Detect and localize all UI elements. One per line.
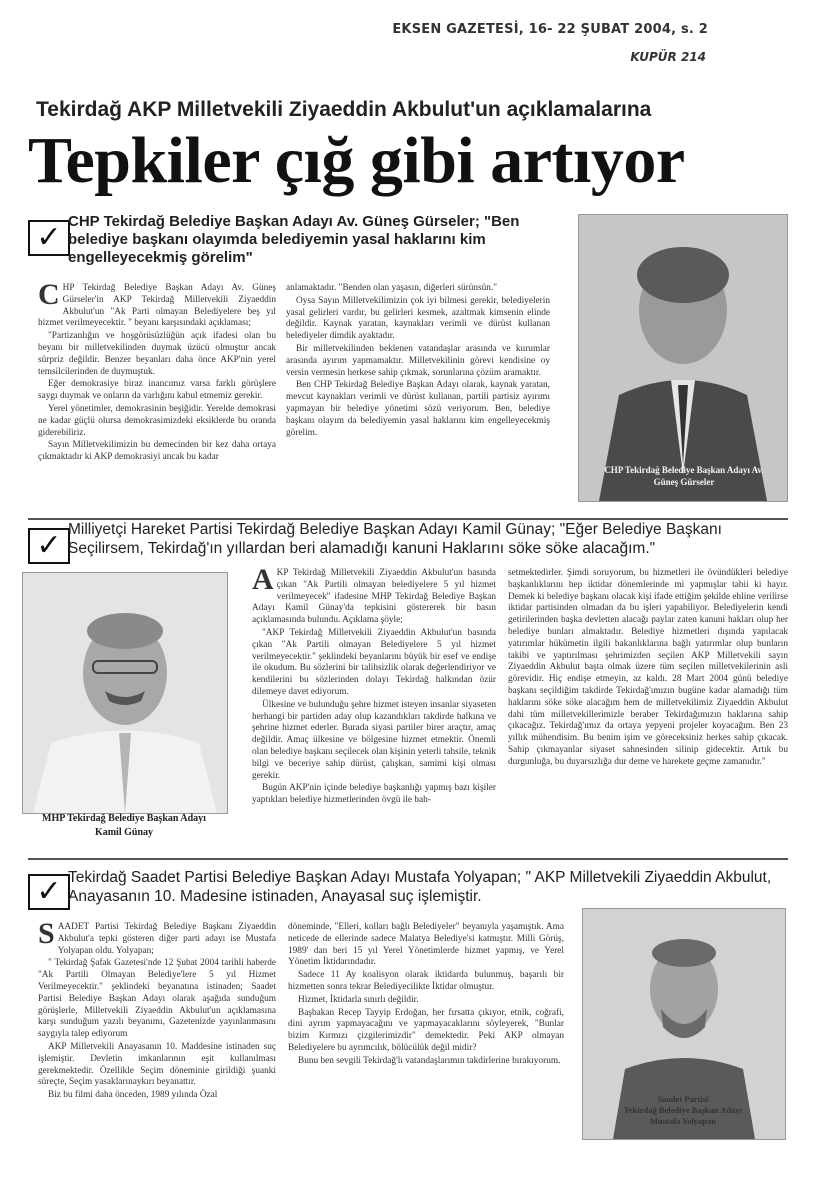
paragraph: "AKP Tekirdağ Milletvekili Ziyaeddin Akbulut'un basında çıkan "Ak Partili olmayan Belediyelere 5 yıl hizmet verilmeyecektir." şeklindeki beyanlarını büyük bir esef ve endişe ile okudum. Bu sözlerini bir talihsizlik olarak değerlendiriyor ve kendilerini bu sözlerinden dolayı Tekirdağ halkından özür dilemeye davet ediyorum. <box>252 627 496 697</box>
section1-dropcap: C <box>38 283 60 311</box>
section2-column-2 <box>508 568 788 852</box>
paragraph: Bir milletvekilinden beklenen vatandaşlar arasında ve kurumlar arasında ayırım yapmamaktır. Milletvekilinin görevi kendisine oy versin vermesin herkese sahip çıkmak, sorunlarına çözüm aramaktır. <box>286 343 550 378</box>
paragraph: Başbakan Recep Tayyip Erdoğan, her fırsatta çıkıyor, etnik, coğrafi, dini ayrım yapmayacağını ve yapmayacaklarını söyleyerek, "Bunlar bizim Kırmızı çizgilerimizdir" demektedir. Peki AKP olmayan Belediyelere bu ayrımcılık, bölücülük değil midir? <box>288 1007 564 1053</box>
paragraph: Sadece 11 Ay koalisyon olarak iktidarda bulunmuş, başarılı bir hizmetten sonra tekrar Belediyecilikte İktidar olmuştur. <box>288 970 564 992</box>
section2-subhead: Milliyetçi Hareket Partisi Tekirdağ Belediye Başkan Adayı Kamil Günay; "Eğer Belediye Başkanı Seçilirsem, Tekirdağ'ın yıllardan beri alamadığı kanuni Haklarını söke söke alacağım." <box>68 521 722 557</box>
section-divider <box>28 858 788 860</box>
paragraph: Hizmet, İktidarla sınırlı değildir. <box>298 994 419 1005</box>
page-headline: Tepkiler çığ gibi artıyor <box>28 124 685 197</box>
paragraph: anlamaktadır. "Benden olan yaşasın, diğerleri sürünsün." <box>286 283 498 293</box>
caption-line: Kamil Günay <box>94 826 154 838</box>
paragraph: HP Tekirdağ Belediye Başkan Adayı Av. Güneş Gürseler'in AKP Tekirdağ Milletvekili Ziyaeddin Akbulut'un "Ak Parti olmayan Belediyelere beş yıl hizmet verilmeyecektir. " beyanı karşısındaki açıklaması; <box>38 283 276 329</box>
paragraph: KP Tekirdağ Milletvekili Ziyaeddin Akbulut'un basında çıkan "Ak Partili olmayan belediyelere 5 yıl hizmet verilmeyecek" ifadesine MHP Tekirdağ Belediye Başkan Adayı Kamil Günay'da tepkisini göstererek bir basın açıklamasında bulundu. Açıklama şöyle; <box>252 568 496 626</box>
portrait-illustration <box>579 215 787 501</box>
paragraph: "Partizanlığın ve hoşgörüsüzlüğün açık ifadesi olan bu beyanı bir milletvekilinden duymak üzücü olmuştur ancak sürpriz değildir. Benzer beyanları daha önce AKP'nin yerel temsilcilerinden de duymuştuk. <box>38 331 276 377</box>
paragraph: Oysa Sayın Milletvekilimizin çok iyi bilmesi gerekir, belediyelerin yasal gelirleri vardır, bu gelirleri kesmek, azaltmak kimsenin elinde değildir. Kaynak yaratan, kaynakları verimli ve dürüst kullanan belediyeler dimdik ayaktadır. <box>286 295 550 342</box>
section2-column-1 <box>252 568 496 852</box>
paragraph: Yerel yönetimler, demokrasinin beşiğidir. Yerelde demokrasi ne kadar güçlü olursa demokrasimizdeki eksiklerde bu oranda giderebiliriz. <box>38 403 276 438</box>
section-divider <box>28 518 788 520</box>
check-mark-icon: ✓ <box>28 528 70 564</box>
section3-column-1 <box>38 922 276 1148</box>
paragraph: döneminde, "Elleri, kolları bağlı Belediyeler" beyanıyla yaşamıştık. Ama neticede de ellerinde sadece Malatya Belediye'si katmıştır. Milli Görüş, 1989' dan beri 15 yıl Yerel Yönetimlerde hizmet yapmış, ve Yerel Yönetim İktidarındadır. <box>288 922 564 968</box>
paragraph: Ülkesine ve bulunduğu şehre hizmet isteyen insanlar siyaseten herhangi bir partiden aday olup kazandıkları takdirde halkına ve şehrine hizmet ederler. Burada siyasi partiler birer araçtır, amaç değildir. Amaç ülkesine ve bölgesine hizmet etmektir. Önemli olan belediye başkanı seçilecek olan kişinin yeterli tahsile, teknik bilgi ve beceriye sahip dürüst, çalışkan, samimi kişi olması gerekir. <box>252 699 496 781</box>
section1-subhead: CHP Tekirdağ Belediye Başkan Adayı Av. Güneş Gürseler; "Ben belediye başkanı olayımda belediyemin yasal haklarını kim engelleyecekmiş görelim" <box>68 213 520 266</box>
headline-kicker: Tekirdağ AKP Milletvekili Ziyaeddin Akbulut'un açıklamalarına <box>36 98 652 121</box>
paragraph: AADET Partisi Tekirdağ Belediye Başkanı Ziyaeddin Akbulut'a tepki gösteren diğer parti adayı ise Mustafa Yolyapan oldu. Yolyapan; <box>57 922 276 956</box>
section1-photo-caption: CHP Tekirdağ Belediye Başkan Adayı Av. Güneş Gürseler <box>604 465 764 488</box>
section3-photo-caption <box>586 1094 780 1127</box>
section3-column-2 <box>288 922 564 1148</box>
paragraph: setmektedirler. Şimdi soruyorum, bu hizmetleri ile övündükleri belediye başkanlıklarını hep iktidar dönemlerinde mi yapmışlar tabii ki hayır. Demek ki belediye başkanı olacak kişi ifade ettiğim şekilde ehline verilirse iktidar partisinden olmadan da bu işleri yapabiliyor. Belediyelerin kendi getirilerinden başka devletten alacağı paylar zaten kanuni hakları olup her belediye bunları almaktadır. Belediye hizmetleri dışında yapılacak yatırımlar hükümetin ilgili bakanlıklarına bağlı yatırımlar olup bunların takibi ve yaptırılması şehrimizden seçilen AKP Milletvekili sayın Ziyaeddin Akbulut başta olmak üzere tüm seçilen milletvekilerinin asli görevidir. Hiç endişe etmeyin, az kaldı. 28 Mart 2004 günü belediye başkanı seçildiğim takdirde Tekirdağ'ımızın bugüne kadar alamadığı tüm haklarını söke söke alacağım hem de milletvekilimiz Ziyaeddin Akbulut dahi tüm milletvekillerimizle beraber Tekirdağımızın haklarına sahip çıkacağız. Tekirdağ'ımız da ortaya yepyeni projeler koyacağım. Ben 23 yıllık mühendisim. Bu benim işim ve göreceksiniz herkes sahip çıkacak. Sahip çıkmayanlar siyaset sahnesinden silinip gidecektir. Artık bu durgunluğa, bu duyarsızlığa dur deme ve harekete geçme zamanıdır." <box>508 568 788 767</box>
caption-line: Mustafa Yolyapan <box>649 1116 717 1127</box>
section1-portrait-photo <box>578 214 788 502</box>
check-mark-icon: ✓ <box>28 874 70 910</box>
portrait-illustration <box>23 573 227 813</box>
section1-column-2 <box>286 283 550 515</box>
publication-masthead: EKSEN GAZETESİ, 16- 22 ŞUBAT 2004, s. 2 <box>392 22 708 37</box>
section1-column-1 <box>38 283 276 515</box>
paragraph: Ben CHP Tekirdağ Belediye Başkan Adayı olarak, kaynak yaratan, mevcut kaynakları verimli ve dürüst kullanan, partili partisiz ayırımı yapmayan bir belediye yönetimi sözü veriyorum. Ben, belediye başkanı olayım da belediyemin yasal haklarını kim engelleyecekmiş görelim. <box>286 380 550 438</box>
paragraph: Biz bu filmi daha önceden, 1989 yılında Özal <box>48 1090 218 1101</box>
section3-subhead: Tekirdağ Saadet Partisi Belediye Başkan Adayı Mustafa Yolyapan; " AKP Milletvekili Ziyaeddin Akbulut, Anayasanın 10. Madesine istinaden, Anayasal suç işlemiştir. <box>68 869 772 905</box>
check-mark-icon: ✓ <box>28 220 70 256</box>
section2-dropcap: A <box>252 568 274 596</box>
section2-portrait-photo <box>22 572 228 814</box>
caption-line: Tekirdağ Belediye Başkan Adayı <box>623 1105 742 1116</box>
paragraph: AKP Milletvekili Anayasanın 10. Maddesine istinaden suç işlemiştir. Devletin imkanlarının eşit kullanılması gerekmektedir. Özellikle Seçim döneminie girildiği şuanki süreçte, Seçim yasaklarınaykırı beyanattır. <box>38 1041 276 1088</box>
paragraph: Bunu ben sevgili Tekirdağ'lı vatandaşlarımın takdirlerine bırakıyorum. <box>298 1055 561 1066</box>
section2-photo-caption <box>22 812 226 839</box>
paragraph: Sayın Milletvekilimizin bu demecinden bir kez daha ortaya çıkmaktadır ki AKP demokrasiyi ancak bu kadar <box>38 440 276 463</box>
paragraph: " Tekirdağ Şafak Gazetesi'nde 12 Şubat 2004 tarihli haberde "Ak Partili Olmayan Belediye'lere 5 yıl Hizmet Verilmeyecektir." şeklindeki beyanatına istinaden; Saadet Partisi Belediye Başkan Adayı olarak aşağıda sunduğum görüşlerle, Milletvekili Ziyaeddin Akbulut'un açıklamasına karşı sunduğum yazılı beyanımı, Gazetenizde yayınlanmasını saygıyla talep ediyorum <box>38 958 276 1040</box>
caption-line: Saadet Partisi <box>657 1094 709 1104</box>
clipping-number: KUPÜR 214 <box>630 50 706 64</box>
section3-dropcap: S <box>38 922 55 950</box>
paragraph: Bugün AKP'nin içinde belediye başkanlığı yapmış bazı kişiler yaptıkları belediye hizmetlerinden övgü ile bah- <box>252 783 496 806</box>
caption-line: MHP Tekirdağ Belediye Başkan Adayı <box>42 813 206 824</box>
paragraph: Eğer demokrasiye biraz inancımız varsa farklı görüşlere saygı duymak ve onların da varlığını kabul etmemiz gerekir. <box>38 379 276 402</box>
